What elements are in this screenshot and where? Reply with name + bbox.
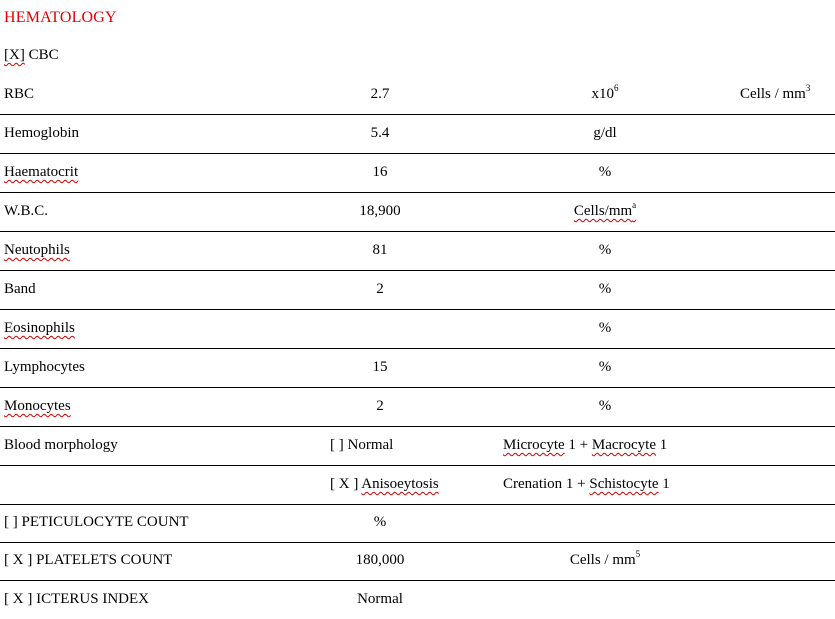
reticulocyte-checkbox[interactable]: [ ] <box>4 514 18 530</box>
table-row-icterus <box>0 580 835 619</box>
band-value: 2 <box>376 281 384 297</box>
wbc-label: W.B.C. <box>4 203 49 219</box>
table-row-neutophils <box>0 231 835 271</box>
eosinophils-label: Eosinophils <box>4 320 75 336</box>
rbc-label: RBC <box>4 86 35 102</box>
reticulocyte-unit: % <box>373 514 387 530</box>
aniso-label: Anisoeytosis <box>361 476 439 492</box>
platelets-unit: Cells / $mm^5$ <box>569 549 641 568</box>
table-row-hemoglobin <box>0 114 835 154</box>
reticulocyte-label: [ ] PETICULOCYTE COUNT <box>4 514 189 530</box>
cbc-checkbox[interactable]: [X] <box>4 47 25 63</box>
icterus-value: Normal <box>357 591 403 607</box>
cbc-heading <box>4 47 59 64</box>
rbc-unit-secondary: Cells / $mm^3$ <box>740 83 811 102</box>
eosinophils-unit: % <box>598 320 612 336</box>
haematocrit-label: Haematocrit <box>4 164 79 180</box>
table-row-haematocrit <box>0 153 835 193</box>
normal-label: Normal <box>347 437 394 453</box>
platelets-value: 180,000 <box>355 552 405 568</box>
lymphocytes-label: Lymphocytes <box>4 359 85 375</box>
normal-checkbox[interactable]: [ ] <box>330 437 344 453</box>
platelets-label: [ X ] PLATELETS COUNT <box>4 552 173 568</box>
haematocrit-unit: % <box>598 164 612 180</box>
band-label: Band <box>4 281 36 297</box>
monocytes-label: Monocytes <box>4 398 71 414</box>
platelets-checkbox[interactable]: [ X ] <box>4 552 33 568</box>
table-row-lymphocytes <box>0 348 835 388</box>
lymphocytes-unit: % <box>598 359 612 375</box>
band-unit: % <box>598 281 612 297</box>
aniso-checkbox[interactable]: [ X ] <box>330 476 359 492</box>
table-row-rbc <box>0 75 835 115</box>
table-row-wbc <box>0 192 835 232</box>
neutophils-value: 81 <box>372 242 388 258</box>
morphology-aniso-detail: Crenation 1 + Schistocyte 1 <box>503 476 670 492</box>
icterus-checkbox[interactable]: [ X ] <box>4 591 33 607</box>
section-title: HEMATOLOGY <box>4 9 117 26</box>
monocytes-unit: % <box>598 398 612 414</box>
hemoglobin-value: 5.4 <box>370 125 390 141</box>
icterus-label: [ X ] ICTERUS INDEX <box>4 591 149 607</box>
table-row-morphology <box>0 426 835 466</box>
eosinophils-value <box>340 309 420 348</box>
rbc-value: 2.7 <box>370 86 390 102</box>
morphology-aniso-option <box>330 465 439 504</box>
haematocrit-value: 16 <box>372 164 388 180</box>
neutophils-label: Neutophils <box>4 242 70 258</box>
table-row-reticulocyte <box>0 503 835 543</box>
hemoglobin-label: Hemoglobin <box>4 125 79 141</box>
wbc-unit: Cells/$mm^a$ <box>573 200 637 219</box>
morphology-normal-detail: Microcyte 1 + Macrocyte 1 <box>503 437 668 453</box>
table-row-monocytes <box>0 387 835 427</box>
monocytes-value: 2 <box>376 398 384 414</box>
cbc-label: CBC <box>28 47 59 63</box>
rbc-unit: $x10^6$ <box>591 83 619 102</box>
hemoglobin-unit: g/dl <box>593 125 617 141</box>
morphology-normal-option <box>330 426 393 465</box>
table-row-eosinophils <box>0 309 835 349</box>
table-row-band <box>0 270 835 310</box>
lymphocytes-value: 15 <box>372 359 388 375</box>
table-row-morphology-aniso <box>0 465 835 505</box>
table-row-platelets <box>0 541 835 581</box>
morphology-label: Blood morphology <box>4 437 118 453</box>
neutophils-unit: % <box>598 242 612 258</box>
wbc-value: 18,900 <box>359 203 401 219</box>
